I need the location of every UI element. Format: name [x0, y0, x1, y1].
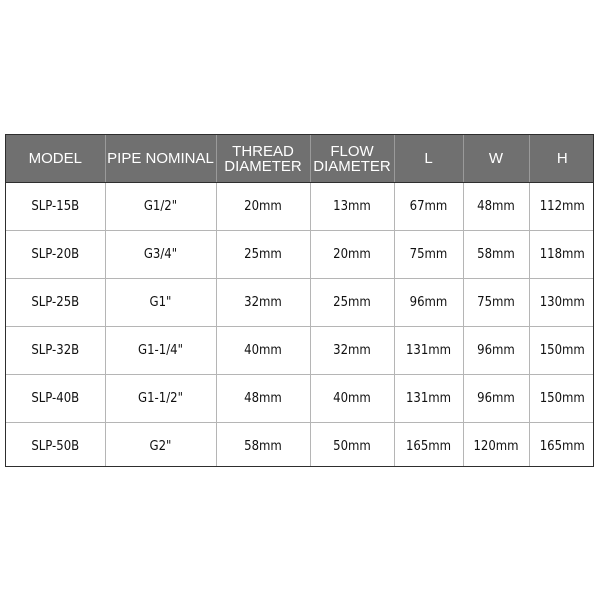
spec-table-grid: [6, 135, 594, 467]
table-row: [6, 279, 594, 327]
header-thread-diameter: THREAD DIAMETER: [216, 135, 310, 183]
table-row: [6, 231, 594, 279]
cell-flow-diameter: 20mm: [310, 231, 394, 279]
cell-pipe-nominal: G1/2": [105, 183, 216, 231]
cell-thread-diameter: 48mm: [216, 375, 310, 423]
table-row: [6, 423, 594, 468]
cell-l: 67mm: [394, 183, 463, 231]
header-model: MODEL: [6, 135, 105, 183]
cell-model: SLP-15B: [6, 183, 105, 231]
cell-pipe-nominal: G3/4": [105, 231, 216, 279]
header-w: W: [463, 135, 529, 183]
header-h: H: [529, 135, 594, 183]
cell-thread-diameter: 25mm: [216, 231, 310, 279]
table-row: [6, 375, 594, 423]
cell-flow-diameter: 25mm: [310, 279, 394, 327]
spec-table: [5, 134, 594, 467]
header-pipe-nominal: PIPE NOMINAL: [105, 135, 216, 183]
cell-pipe-nominal: G1": [105, 279, 216, 327]
cell-thread-diameter: 20mm: [216, 183, 310, 231]
cell-w: 75mm: [463, 279, 529, 327]
cell-w: 96mm: [463, 375, 529, 423]
cell-flow-diameter: 13mm: [310, 183, 394, 231]
cell-thread-diameter: 32mm: [216, 279, 310, 327]
cell-w: 58mm: [463, 231, 529, 279]
cell-w: 48mm: [463, 183, 529, 231]
cell-model: SLP-25B: [6, 279, 105, 327]
table-row: [6, 183, 594, 231]
header-row: [6, 135, 594, 183]
cell-l: 96mm: [394, 279, 463, 327]
cell-h: 112mm: [529, 183, 594, 231]
cell-model: SLP-50B: [6, 423, 105, 468]
cell-w: 120mm: [463, 423, 529, 468]
cell-h: 165mm: [539, 439, 585, 454]
header-l: L: [394, 135, 463, 183]
cell-thread-diameter: 58mm: [216, 423, 310, 468]
cell-h: 118mm: [529, 231, 594, 279]
cell-h: 150mm: [529, 375, 594, 423]
cell-model: SLP-32B: [6, 327, 105, 375]
cell-flow-diameter: 40mm: [310, 375, 394, 423]
cell-l: 131mm: [394, 375, 463, 423]
cell-h: 150mm: [529, 327, 594, 375]
cell-h: 130mm: [529, 279, 594, 327]
cell-l: 165mm: [394, 423, 463, 468]
header-flow-diameter: FLOW DIAMETER: [310, 135, 394, 183]
cell-flow-diameter: 32mm: [310, 327, 394, 375]
cell-pipe-nominal: G1-1/4": [105, 327, 216, 375]
cell-pipe-nominal: G1-1/2": [105, 375, 216, 423]
cell-thread-diameter: 40mm: [216, 327, 310, 375]
cell-model: SLP-20B: [6, 231, 105, 279]
table-row: [6, 327, 594, 375]
cell-l: 131mm: [394, 327, 463, 375]
cell-l: 75mm: [394, 231, 463, 279]
cell-w: 96mm: [463, 327, 529, 375]
cell-pipe-nominal: G2": [105, 423, 216, 468]
cell-model: SLP-40B: [6, 375, 105, 423]
cell-flow-diameter: 50mm: [310, 423, 394, 468]
